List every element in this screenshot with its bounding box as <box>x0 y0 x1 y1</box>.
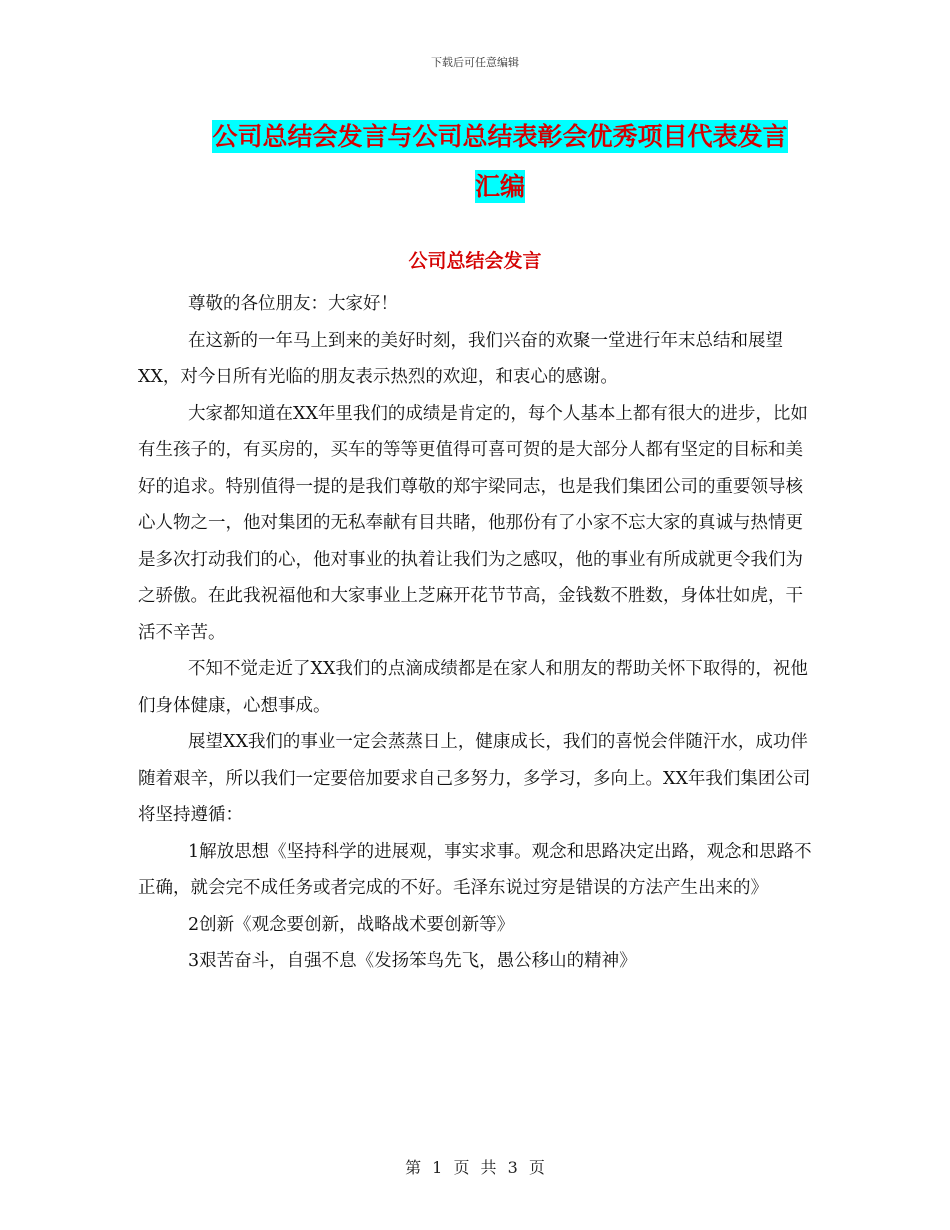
paragraph: 2创新《观念要创新，战略战术要创新等》 <box>188 914 515 935</box>
paragraph: 展望XX我们的事业一定会蒸蒸日上，健康成长，我们的喜悦会伴随汗水，成功伴随着艰辛，所以我们一定要倍加要求自己多努力，多学习，多向上。XX年我们集团公司将坚持遵循： <box>138 732 811 825</box>
page-number: 第 1 页 共 3 页 <box>405 1158 545 1177</box>
paragraph: 大家都知道在XX年里我们的成绩是肯定的，每个人基本上都有很大的进步，比如有生孩子的，有买房的，买车的等等更值得可喜可贺的是大部分人都有坚定的目标和美好的追求。特别值得一提的是我们尊敬的郑宇梁同志，也是我们集团公司的重要领导核心人物之一，他对集团的无私奉献有目共睹，他那份有了小家不忘大家的真诚与热情更是多次打动我们的心，他对事业的执着让我们为之感叹，他的事业有所成就更令我们为之骄傲。在此我祝福他和大家事业上芝麻开花节节高，金钱数不胜数，身体壮如虎，干活不辛苦。 <box>138 403 808 643</box>
section-title: 公司总结会发言 <box>408 250 542 272</box>
document-title <box>120 112 880 212</box>
page-header-note: 下载后可任意编辑 <box>431 56 519 69</box>
paragraph: 1解放思想《坚持科学的进展观，事实求事。观念和思路决定出路，观念和思路不正确，就会完不成任务或者完成的不好。毛泽东说过穷是错误的方法产生出来的》 <box>138 841 812 898</box>
paragraph: 不知不觉走近了XX我们的点滴成绩都是在家人和朋友的帮助关怀下取得的，祝他们身体健康，心想事成。 <box>138 659 808 716</box>
paragraph: 在这新的一年马上到来的美好时刻，我们兴奋的欢聚一堂进行年末总结和展望XX，对今日所有光临的朋友表示热烈的欢迎，和衷心的感谢。 <box>138 330 783 387</box>
paragraph: 尊敬的各位朋友：大家好！ <box>188 294 398 314</box>
document-title-line-1: 公司总结会发言与公司总结表彰会优秀项目代表发言 <box>212 122 788 151</box>
paragraph: 3艰苦奋斗，自强不息《发扬笨鸟先飞，愚公移山的精神》 <box>188 951 637 971</box>
document-title-line-2: 汇编 <box>474 172 525 201</box>
document-body <box>138 286 818 980</box>
